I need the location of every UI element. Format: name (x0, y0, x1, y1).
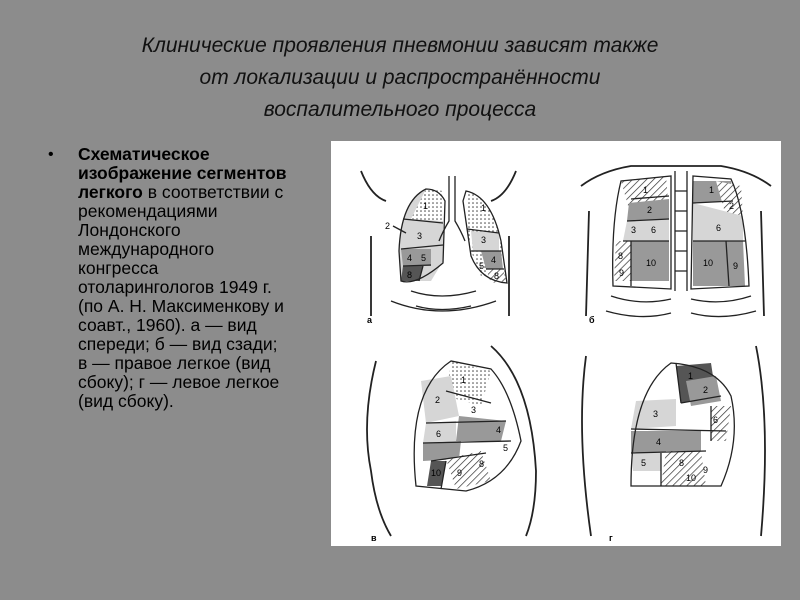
panel-a-num: 3 (417, 231, 423, 241)
panel-a-num: 8 (407, 270, 413, 280)
panel-c-label: в (371, 533, 377, 543)
panel-c-num: 10 (431, 468, 442, 478)
bullet-item (48, 145, 288, 411)
panel-a-num: 1 (423, 201, 429, 211)
panel-c-num: 6 (436, 429, 442, 439)
panel-b-num: 10 (646, 258, 657, 268)
panel-b-num: 9 (619, 268, 625, 278)
panel-d-num: 6 (713, 415, 719, 425)
panel-a-num: 8 (494, 271, 500, 281)
panel-a-num: 2 (385, 221, 391, 231)
panel-d-num: 2 (703, 385, 709, 395)
lung-segments-drawing (331, 141, 781, 546)
panel-a-num: 5 (479, 261, 485, 271)
panel-d-num: 3 (653, 409, 659, 419)
title-line-3: воспалительного процесса (263, 98, 537, 121)
panel-d-num: 8 (679, 458, 685, 468)
lung-segments-figure (331, 141, 781, 546)
slide-title (40, 30, 760, 126)
panel-d-left-lateral (582, 346, 765, 543)
panel-b-num: 9 (733, 261, 739, 271)
panel-a-num: 5 (421, 253, 427, 263)
panel-b-num: 2 (729, 201, 735, 211)
title-line-2: от локализации и распространённости (199, 66, 601, 89)
panel-a-num: 4 (407, 253, 413, 263)
panel-c-num: 9 (457, 468, 463, 478)
panel-a-label: а (367, 315, 373, 325)
panel-c-num: 1 (461, 375, 467, 385)
panel-c-num: 4 (496, 425, 502, 435)
panel-d-num: 10 (686, 473, 697, 483)
panel-b-num: 8 (618, 251, 624, 261)
panel-a-num: 3 (481, 235, 487, 245)
panel-b-num: 1 (643, 185, 649, 195)
panel-b-num: 1 (709, 185, 715, 195)
title-line-1: Клинические проявления пневмонии зависят также (141, 34, 659, 57)
panel-b-num: 2 (647, 205, 653, 215)
panel-d-num: 5 (641, 458, 647, 468)
panel-b-num: 6 (651, 225, 657, 235)
panel-c-right-lateral (367, 346, 536, 543)
panel-c-num: 3 (471, 405, 477, 415)
panel-a-num: 4 (491, 255, 497, 265)
panel-c-num: 5 (503, 443, 509, 453)
panel-d-num: 9 (703, 465, 709, 475)
panel-c-num: 8 (479, 459, 485, 469)
panel-b-label: б (589, 315, 595, 325)
panel-a-front-view (361, 171, 516, 325)
bullet-dot-icon: • (48, 146, 54, 163)
panel-b-num: 3 (631, 225, 637, 235)
bullet-bold-text: Схематическое изображение сегментов легкого (78, 144, 287, 202)
panel-b-back-view (581, 166, 771, 325)
panel-c-num: 2 (435, 395, 441, 405)
bullet-text (78, 145, 288, 411)
panel-d-num: 1 (688, 371, 694, 381)
bullet-rest-text: в соответствии с рекомендациями Лондонского международного конгресса отоларингологов 1949 г. (по А. Н. Максименкову и соавт., 1960). а — вид спереди; б — вид сзади; в — правое легкое (вид сбоку); г — левое легкое (вид сбоку). (78, 182, 284, 411)
panel-d-num: 4 (656, 437, 662, 447)
panel-a-num: 1 (481, 203, 487, 213)
panel-b-num: 6 (716, 223, 722, 233)
panel-d-label: г (609, 533, 613, 543)
panel-b-num: 10 (703, 258, 714, 268)
